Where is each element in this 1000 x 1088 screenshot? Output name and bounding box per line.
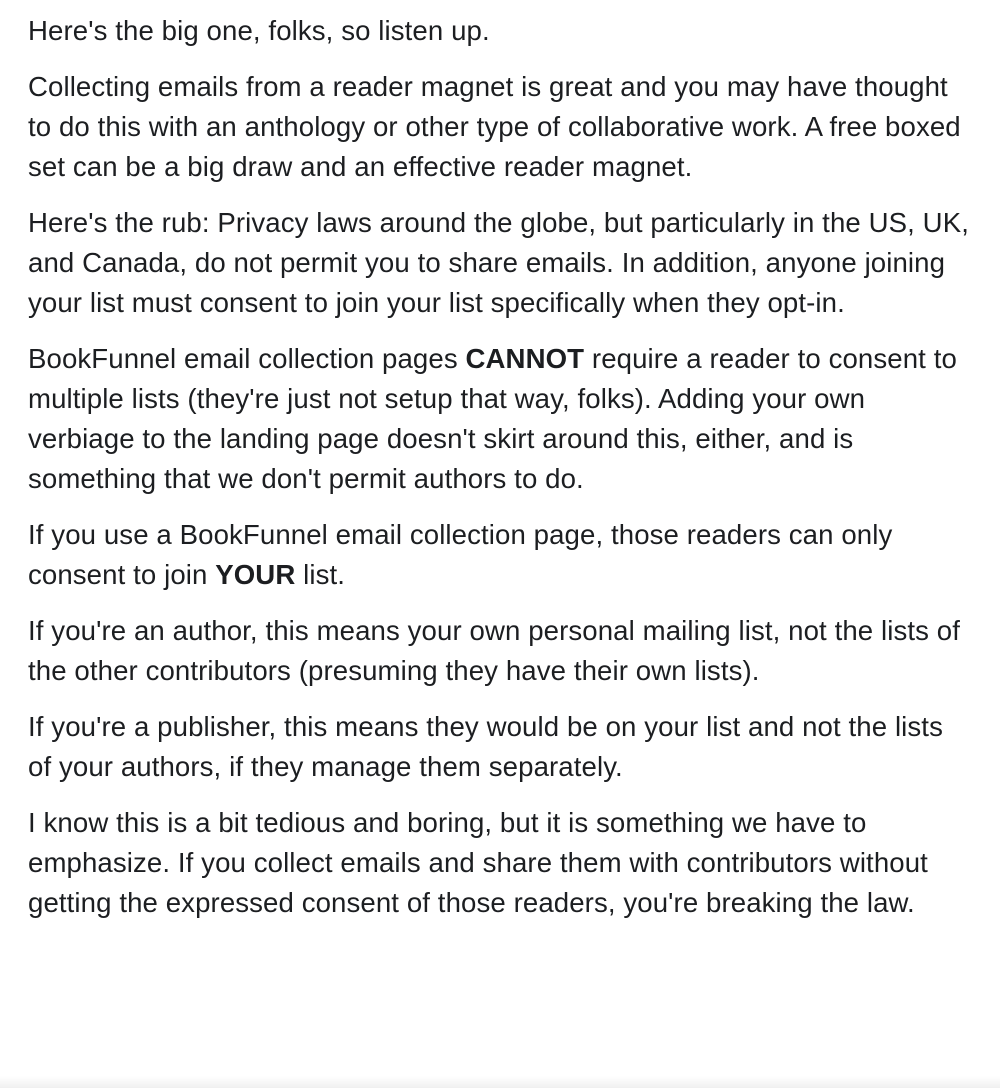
collection-pages-text-start: BookFunnel email collection pages [28,343,466,374]
paragraph-intro: Here's the big one, folks, so listen up. [28,15,490,46]
bottom-edge-shadow [0,1076,1000,1088]
collection-pages-text-end: require a reader to consent to multiple lists (they're just not setup that way, folks). Adding your own verbiage to the landing page doesn't skirt around this, either, and is something that we don't permit authors to do. [28,343,957,494]
paragraph-privacy-laws: Here's the rub: Privacy laws around the globe, but particularly in the US, UK, and Canada, do not permit you to share emails. In addition, anyone joining your list must consent to join your list specifically when they opt-in. [28,207,969,318]
paragraph-closing: I know this is a bit tedious and boring, but it is something we have to emphasize. If you collect emails and share them with contributors without getting the expressed consent of those readers, you're breaking the law. [28,807,928,918]
paragraph-publisher: If you're a publisher, this means they would be on your list and not the lists of your authors, if they manage them separately. [28,711,943,782]
paragraph-author: If you're an author, this means your own personal mailing list, not the lists of the other contributors (presuming they have their own lists). [28,615,960,686]
emphasis-cannot: CANNOT [465,343,585,374]
your-list-text-start: If you use a BookFunnel email collection page, those readers can only consent to join [28,519,893,590]
paragraph-collection-pages [28,339,973,499]
paragraph-your-list [28,515,973,595]
post-body [28,11,973,939]
paragraph-reader-magnet: Collecting emails from a reader magnet is great and you may have thought to do this with an anthology or other type of collaborative work. A free boxed set can be a big draw and an effective reader magnet. [28,71,961,182]
emphasis-your: YOUR [215,559,296,590]
your-list-text-end: list. [295,559,346,590]
